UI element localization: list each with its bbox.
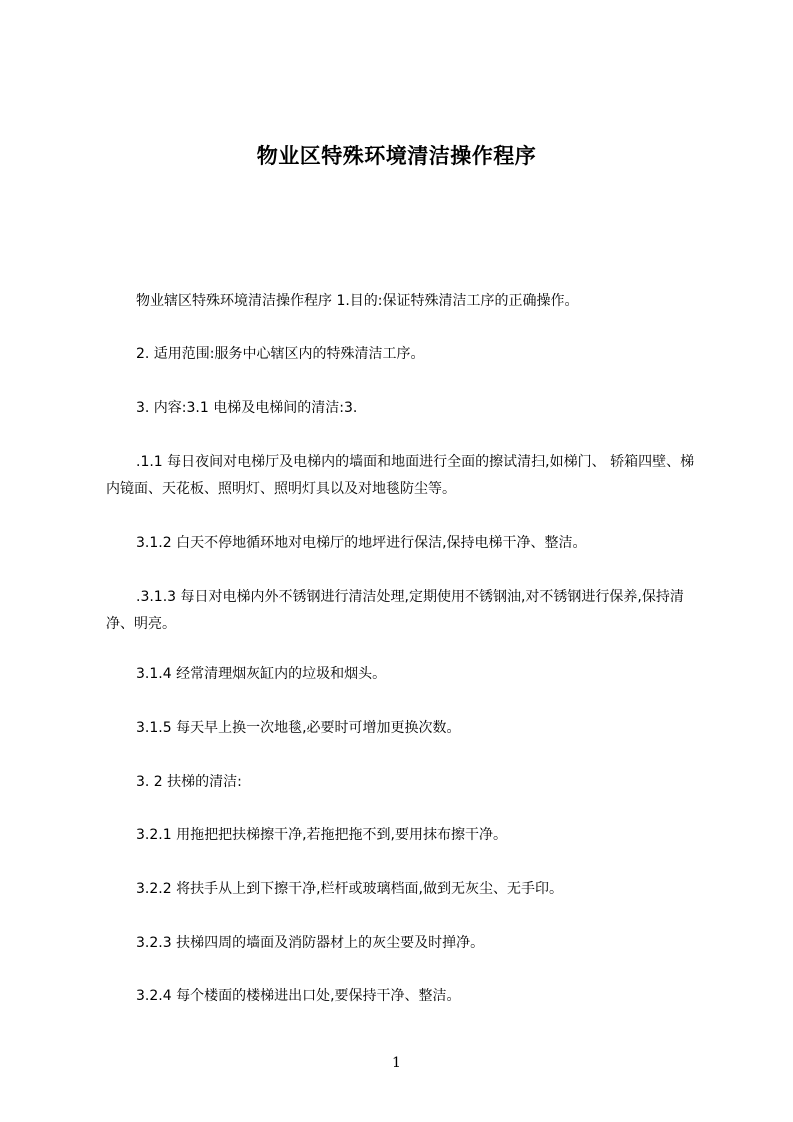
paragraph-intro: 物业辖区特殊环境清洁操作程序 1.目的:保证特殊清洁工序的正确操作。	[136, 293, 579, 309]
paragraph-3-1-5: 3.1.5 每天早上换一次地毯,必要时可增加更换次数。	[136, 720, 461, 736]
paragraph-3-1-2: 3.1.2 白天不停地循环地对电梯厅的地坪进行保洁,保持电梯干净、整洁。	[136, 535, 587, 551]
paragraph-3-2: 3. 2 扶梯的清洁:	[136, 774, 242, 790]
paragraph-scope: 2. 适用范围:服务中心辖区内的特殊清洁工序。	[136, 346, 425, 362]
page-number: 1	[392, 1055, 401, 1071]
paragraph-content: 3. 内容:3.1 电梯及电梯间的清洁:3.	[136, 400, 358, 416]
paragraph-3-2-2: 3.2.2 将扶手从上到下擦干净,栏杆或玻璃档面,做到无灰尘、无手印。	[136, 881, 563, 897]
paragraph-3-2-3: 3.2.3 扶梯四周的墙面及消防器材上的灰尘要及时掸净。	[136, 935, 485, 951]
paragraph-3-1-1: .1.1 每日夜间对电梯厅及电梯内的墙面和地面进行全面的擦试清扫,如梯门、 轿箱四壁、梯内镜面、天花板、照明灯、照明灯具以及对地毯防尘等。	[106, 454, 695, 497]
paragraph-3-1-3: .3.1.3 每日对电梯内外不锈钢进行清洁处理,定期使用不锈钢油,对不锈钢进行保养,保持清净、明亮。	[106, 589, 684, 632]
paragraph-3-2-1: 3.2.1 用拖把把扶梯擦干净,若拖把拖不到,要用抹布擦干净。	[136, 827, 507, 843]
paragraph-3-1-4: 3.1.4 经常清理烟灰缸内的垃圾和烟头。	[136, 666, 387, 682]
document-title: 物业区特殊环境清洁操作程序	[256, 144, 537, 168]
paragraph-3-2-4: 3.2.4 每个楼面的楼梯进出口处,要保持干净、整洁。	[136, 988, 461, 1004]
